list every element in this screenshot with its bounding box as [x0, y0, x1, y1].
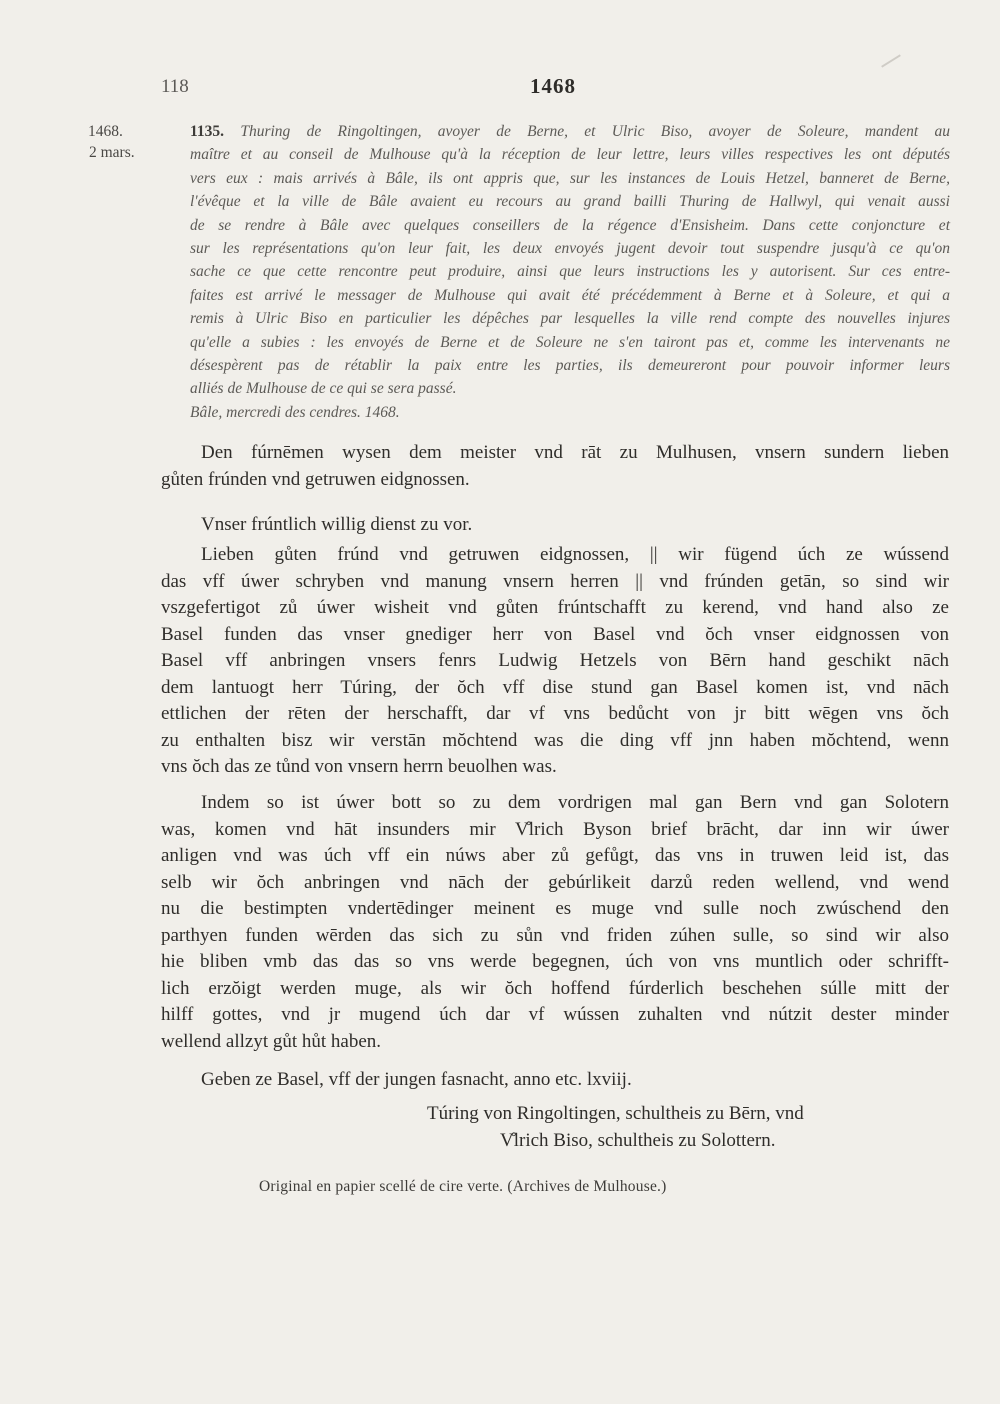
- greeting-line: Vnser frúntlich willig dienst zu vor.: [201, 514, 473, 535]
- letter-paragraph-1: [161, 542, 949, 781]
- paragraph-line: Basel funden das vnser gnediger herr von Basel vnd ŏch vnser eidgnossen von: [161, 623, 949, 645]
- summary-line: 1135. Thuring de Ringoltingen, avoyer de Berne, et Ulric Biso, avoyer de Soleure, mandent au: [190, 123, 950, 140]
- paragraph-line: hilff gottes, vnd jr mugend úch dar vf wússen zuhalten vnd nútzit dester minder: [161, 1004, 949, 1025]
- paragraph-line: zu enthalten bisz wir verstān mŏchtend was die ding vff jnn haben mŏchtend, wenn: [161, 729, 949, 751]
- address-line: gůten frúnden vnd getruwen eidgnossen.: [161, 468, 470, 490]
- source-note: Original en papier scellé de cire verte. (Archives de Mulhouse.): [259, 1178, 667, 1195]
- paragraph-line: parthyen funden wērden das sich zu sůn vnd friden zúhen sulle, so sind wir also: [161, 924, 949, 946]
- letter-address: [161, 440, 949, 493]
- summary-line: de se rendre à Bâle avec quelques conseillers de la régence d'Ensisheim. Dans cette conjoncture et: [190, 216, 950, 234]
- pencil-mark: [881, 54, 901, 67]
- letter-greeting: [161, 512, 949, 539]
- document-number: 1135.: [190, 123, 225, 140]
- paragraph-line: das vff úwer schryben vnd manung vnsern herren || vnd frúnden getān, so sind wir: [161, 570, 949, 592]
- paragraph-line: Basel vff anbringen vnsers fenrs Ludwig Hetzels von Bērn hand geschikt nāch: [161, 650, 949, 671]
- paragraph-line: Lieben gůten frúnd vnd getruwen eidgnossen, || wir fügend úch ze wússend: [201, 544, 949, 565]
- letter-closing: [161, 1067, 949, 1094]
- paragraph-line: hie bliben vmb das das so vns werde begegnen, úch von vns muntlich oder schrifft-: [161, 951, 949, 972]
- paragraph-line: vns ŏch das ze tůnd von vnsern herrn beuolhen was.: [161, 756, 557, 777]
- address-line: Den fúrnēmen wysen dem meister vnd rāt zu Mulhusen, vnsern sundern lieben: [201, 442, 949, 463]
- margin-year: 1468.: [88, 123, 123, 140]
- summary-line: remis à Ulric Biso en particulier les dépêches par lesquelles la ville rend compte des nouvelles injures: [190, 310, 950, 328]
- document-summary: [190, 120, 950, 424]
- paragraph-line: wellend allzyt gůt hůt haben.: [161, 1030, 382, 1052]
- summary-line: l'évêque et la ville de Bâle avaient eu recours au grand bailli Thuring de Hallwyl, qui venait aussi: [190, 193, 950, 211]
- summary-line: qu'elle a subies : les envoyés de Berne et de Soleure ne s'en tairont pas et, comme les intervenants ne: [190, 333, 950, 351]
- paragraph-line: ettlichen der rēten der herschafft, dar vf vns bedůcht von jr bitt wēgen vns ŏch: [161, 703, 949, 724]
- summary-line: désespèrent pas de rétablir la paix entre les parties, ils demeureront pour pouvoir informer leurs: [190, 357, 950, 375]
- paragraph-line: vszgefertigot zů úwer wisheit vnd gůten frúntschafft zu kerend, vnd hand also ze: [161, 597, 949, 618]
- summary-line: faites est arrivé le messager de Mulhouse qui avait été précédemment à Berne et à Soleure, et qui a: [190, 286, 950, 304]
- signature-line: Túring von Ringoltingen, schultheis zu Bērn, vnd: [427, 1103, 804, 1124]
- summary-line: alliés de Mulhouse de ce qui se sera passé.: [190, 380, 457, 398]
- page-number: 118: [161, 76, 189, 97]
- closing-line: Geben ze Basel, vff der jungen fasnacht, anno etc. lxviij.: [201, 1069, 632, 1090]
- paragraph-line: was, komen vnd hāt insunders mir V̊lrich Byson brief brācht, dar inn wir úwer: [161, 818, 949, 840]
- summary-line: sache ce que cette rencontre peut produire, ainsi que leurs instructions les y autorisent. Sur ces entre-: [190, 263, 950, 281]
- margin-day: 2 mars.: [89, 144, 135, 161]
- signature-line: V̊lrich Biso, schultheis zu Solottern.: [500, 1130, 776, 1151]
- running-title: 1468: [530, 74, 576, 98]
- paragraph-line: nu die bestimpten vndertēdinger meinent es muge vnd sulle noch zwúschend den: [161, 898, 949, 919]
- summary-line: vers eux : mais arrivés à Bâle, ils ont appris que, sur les instances de Louis Hetzel, banneret de Berne,: [190, 169, 950, 187]
- summary-line: maître et au conseil de Mulhouse qu'à la réception de leur lettre, leurs villes respectives les ont députés: [190, 146, 950, 164]
- paragraph-line: selb wir ŏch anbringen vnd nāch der gebúrlikeit darzů reden wellend, vnd wend: [161, 871, 949, 893]
- paragraph-line: dem lantuogt herr Túring, der ŏch vff dise stund gan Basel komen ist, vnd nāch: [161, 676, 949, 698]
- summary-line: sur les représentations qu'on leur fait, les deux envoyés jugent devoir tout suspendre jusqu'à ce qu'on: [190, 240, 950, 258]
- paragraph-line: lich erzŏigt werden muge, als wir ŏch hoffend fúrderlich beschehen súlle mitt der: [161, 977, 949, 999]
- summary-dateline: Bâle, mercredi des cendres. 1468.: [190, 403, 400, 421]
- margin-date: [88, 121, 135, 163]
- paragraph-line: anligen vnd was úch vff ein núws aber zů gefůgt, das vns in truwen leid ist, das: [161, 845, 949, 866]
- letter-paragraph-2: [161, 790, 949, 1055]
- paragraph-line: Indem so ist úwer bott so zu dem vordrigen mal gan Bern vnd gan Solotern: [201, 792, 949, 813]
